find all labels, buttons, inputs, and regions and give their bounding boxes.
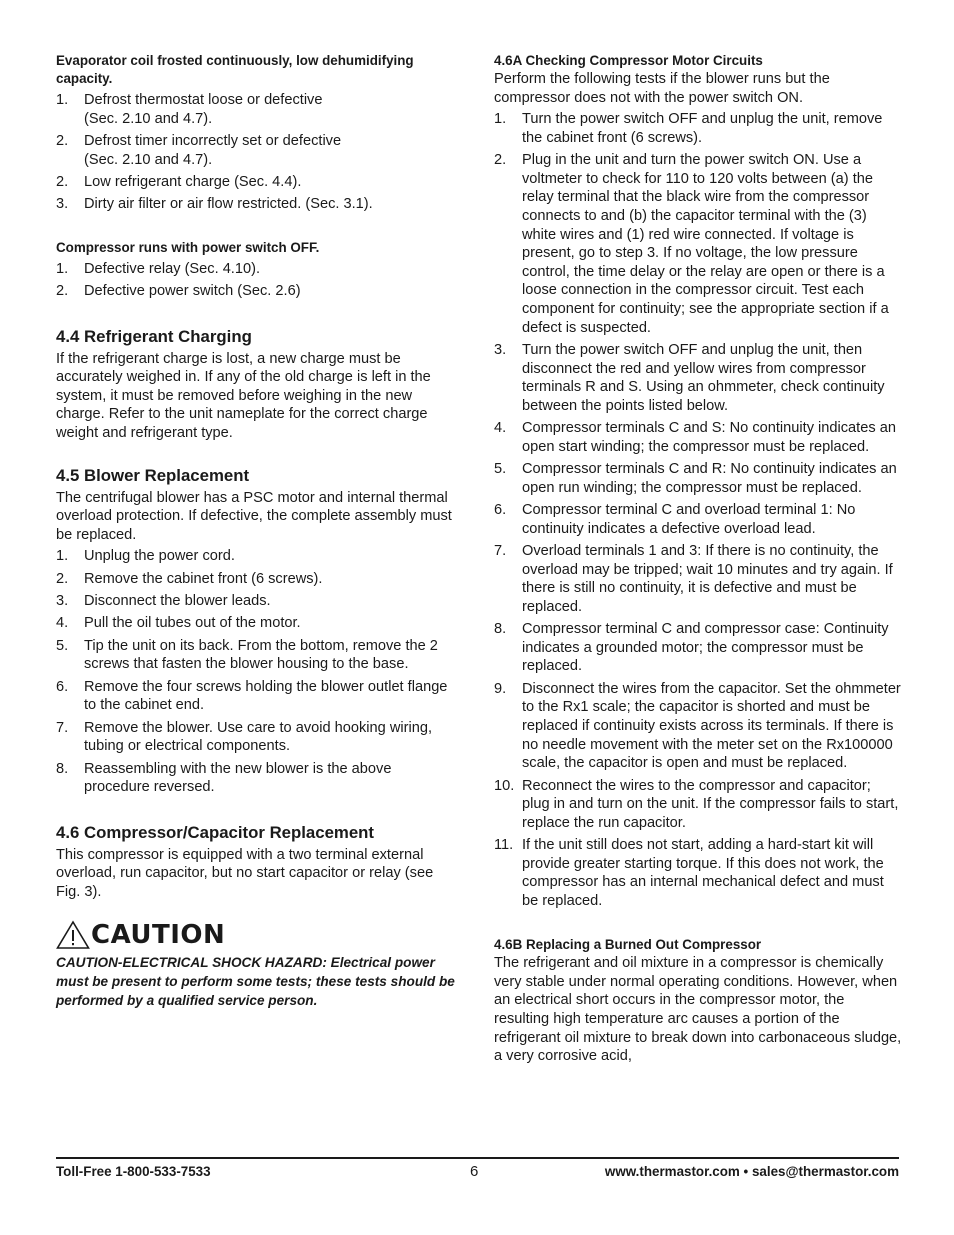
list-item-number: 10.: [494, 777, 515, 794]
list-item-text: Defrost timer incorrectly set or defective: [84, 132, 342, 149]
compressor-off-heading: Compressor runs with power switch OFF.: [56, 239, 320, 255]
compressor-off-list: [56, 260, 458, 301]
list-item-text: Defrost thermostat loose or defective: [84, 92, 323, 108]
list-item-number: 8.: [56, 760, 69, 777]
section-4-5-body: The centrifugal blower has a PSC motor and internal thermal overload protection. If defective, the complete assembly must be replaced.: [56, 489, 452, 543]
list-item: [494, 620, 902, 676]
list-item-number: 6.: [56, 678, 69, 695]
list-item: [494, 151, 902, 337]
list-item-text: Remove the blower. Use care to avoid hooking wiring, tubing or electrical components.: [84, 719, 432, 755]
list-item-text: Unplug the power cord.: [84, 548, 235, 565]
section-4-4-body: If the refrigerant charge is lost, a new charge must be accurately weighed in. If any of the old charge is left in the system, it must be removed before weighing in the new charge. Refer to the unit nameplate for the correct charge weight and refrigerant type.: [56, 350, 431, 441]
list-item-number: 4.: [494, 420, 507, 437]
list-item-number: 4.: [56, 615, 69, 632]
list-item-text: If the unit still does not start, adding a hard-start kit will provide greater starting torque. If this does not work, the compressor has an internal mechanical defect and must be replaced.: [522, 837, 884, 909]
section-4-6b-body: The refrigerant and oil mixture in a compressor is chemically very stable under normal operating conditions. However, when an electrical short occurs in the compressor motor, the resulting high temperature arc causes a portion of the refrigerant oil mixture to break down into carbonaceous sludge, a very corrosive acid,: [494, 955, 902, 1065]
list-item: [494, 777, 902, 833]
list-item: [56, 637, 458, 674]
list-item-number: 5.: [494, 461, 507, 478]
list-item: [56, 195, 458, 214]
list-item: [494, 501, 902, 538]
list-item: [494, 680, 902, 773]
section-4-6a-body: Perform the following tests if the blower runs but the compressor does not with the power switch ON.: [494, 71, 830, 106]
caution-label: CAUTION: [91, 919, 226, 950]
frost-list: [56, 91, 458, 214]
blower-steps-list: [56, 547, 458, 797]
list-item-text: Plug in the unit and turn the power switch ON. Use a voltmeter to check for 110 to 120 volts between (a) the relay terminal that the black wire from the compressor connects to and (b) the capacitor terminal with the (3) white wires and (1) red wire connected. If voltage is present, go to step 3. If no voltage, the low pressure control, the time delay or the relay are open or there is a loose connection in the compressor circuit. Test each component for continuity; see the appropriate section if a defect is suspected.: [522, 152, 889, 336]
list-item-text: Compressor terminal C and compressor case: Continuity indicates a grounded motor; the compressor must be replaced.: [522, 621, 889, 675]
list-item: [56, 132, 458, 169]
list-item: [56, 260, 458, 279]
section-4-6-title: 4.6 Compressor/Capacitor Replacement: [56, 822, 375, 842]
list-item-text: Turn the power switch OFF and unplug the unit, remove the cabinet front (6 screws).: [522, 111, 883, 146]
list-item: [494, 542, 902, 616]
list-item-number: 2.: [56, 173, 69, 190]
list-item-number: 7.: [494, 543, 507, 560]
list-item-number: 2.: [56, 283, 69, 300]
list-item-number: 9.: [494, 680, 507, 697]
list-item-text: Remove the four screws holding the blower outlet flange to the cabinet end.: [84, 678, 448, 714]
section-4-6-body: This compressor is equipped with a two terminal external overload, run capacitor, but no start capacitor or relay (see Fig. 3).: [56, 846, 434, 900]
list-item-text: Reassembling with the new blower is the above procedure reversed.: [84, 760, 392, 796]
list-item-number: 2.: [56, 570, 69, 587]
caution-text: CAUTION-ELECTRICAL SHOCK HAZARD: Electrical power must be present to perform some tests; these tests should be performed by a qualified service person.: [56, 954, 455, 1008]
frost-heading: Evaporator coil frosted continuously, low dehumidifying capacity.: [56, 53, 414, 86]
list-item: [494, 836, 902, 910]
list-item-text: Dirty air filter or air flow restricted. (Sec. 3.1).: [84, 196, 373, 213]
list-item-number: 2.: [494, 152, 507, 169]
list-item-continuation: (Sec. 2.10 and 4.7).: [84, 151, 213, 168]
left-column: [56, 52, 458, 1010]
list-item: [494, 341, 902, 415]
list-item-number: 6.: [494, 502, 507, 519]
list-item-number: 1.: [56, 92, 69, 108]
list-item: [56, 547, 458, 566]
section-4-6a-title: 4.6A Checking Compressor Motor Circuits: [494, 53, 763, 68]
list-item-text: Remove the cabinet front (6 screws).: [84, 570, 323, 587]
list-item: [56, 570, 458, 589]
footer: [56, 1163, 899, 1183]
list-item-number: 2.: [56, 132, 69, 149]
list-item-text: Compressor terminal C and overload terminal 1: No continuity indicates a defective overload lead.: [522, 502, 856, 537]
list-item-number: 1.: [494, 111, 507, 128]
section-4-6b-title: 4.6B Replacing a Burned Out Compressor: [494, 937, 762, 953]
section-4-5-title: 4.5 Blower Replacement: [56, 465, 250, 485]
footer-contact: www.thermastor.com • sales@thermastor.com: [604, 1164, 899, 1179]
list-item-number: 11.: [494, 837, 514, 854]
list-item-number: 5.: [56, 637, 69, 654]
list-item-continuation: (Sec. 2.10 and 4.7).: [84, 110, 213, 127]
warning-triangle-icon: [56, 920, 90, 950]
list-item-text: Disconnect the wires from the capacitor. Set the ohmmeter to the Rx1 scale; the capacitor is shorted and must be replaced if continuity exists across its terminals. If there is no needle movement with the meter set on the Rx100000 scale, the capacitor is open and must be replaced.: [522, 680, 901, 772]
list-item: [494, 419, 902, 456]
list-item: [494, 110, 902, 147]
list-item-number: 1.: [56, 260, 69, 277]
list-item-text: Overload terminals 1 and 3: If there is no continuity, the overload may be tripped; wait 10 minutes and try again. If there is still no continuity, it is defective and must be replaced.: [522, 543, 893, 615]
page-number: 6: [470, 1163, 479, 1180]
list-item-text: Pull the oil tubes out of the motor.: [84, 615, 301, 632]
footer-phone: Toll-Free 1-800-533-7533: [56, 1164, 211, 1179]
caution-banner: [56, 918, 458, 952]
list-item: [56, 91, 458, 128]
list-item-text: Defective power switch (Sec. 2.6): [84, 283, 301, 300]
list-item: [56, 760, 458, 797]
list-item: [56, 614, 458, 633]
compressor-tests-list: [494, 110, 902, 910]
list-item-text: Compressor terminals C and R: No continuity indicates an open run winding; the compressor must be replaced.: [522, 461, 897, 496]
list-item-number: 3.: [494, 341, 507, 358]
list-item-text: Low refrigerant charge (Sec. 4.4).: [84, 173, 302, 190]
list-item: [56, 719, 458, 756]
list-item: [56, 173, 458, 192]
section-4-4-title: 4.4 Refrigerant Charging: [56, 326, 252, 346]
list-item-text: Compressor terminals C and S: No continuity indicates an open start winding; the compressor must be replaced.: [522, 420, 896, 455]
right-column: [494, 52, 902, 1066]
list-item-number: 8.: [494, 621, 507, 638]
footer-rule: [56, 1157, 899, 1159]
list-item-number: 1.: [56, 548, 69, 565]
list-item-number: 3.: [56, 196, 69, 213]
list-item-text: Reconnect the wires to the compressor and capacitor; plug in and turn on the unit. If the compressor fails to start, replace the run capacitor.: [522, 777, 899, 831]
list-item-text: Disconnect the blower leads.: [84, 593, 271, 610]
list-item-text: Tip the unit on its back. From the bottom, remove the 2 screws that fasten the blower housing to the base.: [84, 637, 438, 673]
list-item-number: 3.: [56, 593, 69, 610]
list-item: [56, 678, 458, 715]
list-item: [56, 592, 458, 611]
list-item-text: Defective relay (Sec. 4.10).: [84, 260, 261, 277]
list-item-number: 7.: [56, 719, 69, 736]
list-item: [56, 282, 458, 301]
list-item-text: Turn the power switch OFF and unplug the unit, then disconnect the red and yellow wires from compressor terminals R and S. Using an ohmmeter, check continuity between the points listed below.: [522, 341, 885, 414]
list-item: [494, 460, 902, 497]
